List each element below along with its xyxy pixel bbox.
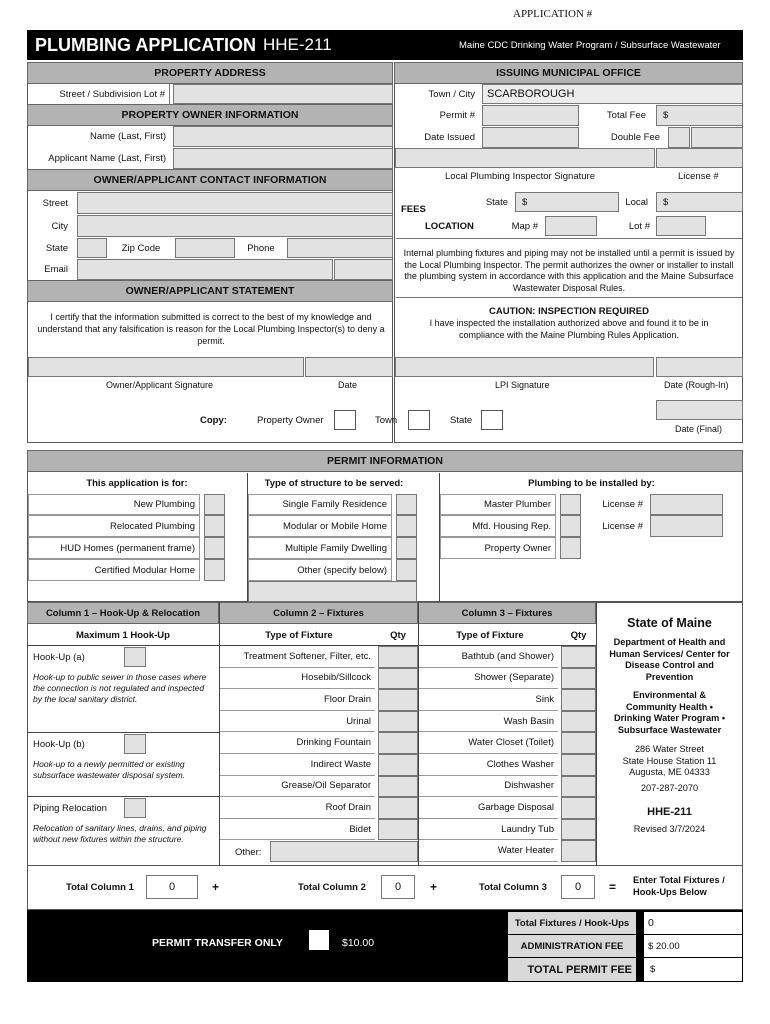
hookup-b-description: Hook-up to a newly permitted or existing subsurface wastewater disposal system. [33, 759, 186, 780]
zip-input[interactable] [175, 238, 235, 258]
lpi-signature-label: Local Plumbing Inspector Signature [445, 170, 595, 182]
col3-fixture-qty-input[interactable] [561, 754, 596, 776]
col2-header: Column 2 – Fixtures [219, 602, 418, 624]
other-fixture-input[interactable] [270, 841, 418, 862]
statement-text: I certify that the information submitted is correct to the best of my knowledge and understand that any falsification is reason for the Local Plumbing Inspector(s) to deny a permit. [37, 312, 385, 346]
issuing-office-header: ISSUING MUNICIPAL OFFICE [394, 62, 743, 84]
col3-fixture-qty-input[interactable] [561, 819, 596, 841]
other-fixture-label: Other: [235, 846, 262, 858]
divider [27, 732, 219, 733]
total-fee-input[interactable]: $ [656, 105, 743, 126]
owner-name-input[interactable] [173, 126, 393, 147]
email-label: Email [44, 264, 68, 275]
col3-type-header: Type of Fixture [456, 629, 524, 641]
copy-owner-label: Property Owner [257, 414, 324, 426]
fees-label: FEES [401, 203, 426, 215]
permit-notice: Internal plumbing fixtures and piping may not be installed until a permit is issued by the Local Plumbing Inspector. The permit authorizes the owner or installer to install the plumbing system in accordance with this application and the Maine Subsurface Wastewater Disposal Rules. [396, 238, 742, 298]
housing-rep-label: Mfd. Housing Rep. [440, 515, 556, 537]
col3-fixture-label: Dishwasher [419, 776, 558, 798]
location-label: LOCATION [425, 220, 474, 232]
new-plumbing-checkbox[interactable] [204, 494, 225, 515]
col3-fixture-label: Water Heater [419, 840, 558, 862]
col2-fixture-qty-input[interactable] [378, 754, 418, 776]
double-fee-checkbox[interactable] [668, 127, 690, 148]
address-line-3: Augusta, ME 04333 [629, 767, 710, 777]
state-fee-input[interactable]: $ [515, 192, 619, 212]
town-city-label: Town / City [428, 88, 475, 100]
phone-input[interactable] [287, 238, 393, 258]
col2-type-header: Type of Fixture [265, 629, 333, 641]
plus-sign-1: + [212, 880, 220, 894]
permit-number-input[interactable] [482, 105, 579, 126]
col2-fixture-label: Floor Drain [220, 689, 375, 711]
divider [27, 796, 219, 797]
multi-family-label: Multiple Family Dwelling [248, 537, 392, 559]
property-owner-checkbox[interactable] [560, 537, 581, 559]
state-form-code: HHE-211 [647, 806, 692, 818]
program-line-4: Subsurface Wastewater [617, 724, 722, 735]
phone-label: Phone [247, 242, 275, 254]
housing-rep-checkbox[interactable] [560, 515, 581, 537]
col3-fixture-qty-input[interactable] [561, 668, 596, 690]
other-structure-input[interactable] [248, 581, 417, 602]
col2-fixture-qty-input[interactable] [378, 668, 418, 690]
department-name: Department of Health and Human Services/ Center for Disease Control and Prevention [609, 637, 730, 682]
mobile-home-label: Modular or Mobile Home [248, 515, 392, 537]
col3-header: Column 3 – Fixtures [418, 602, 596, 624]
total-permit-fee-label: TOTAL PERMIT FEE [508, 958, 636, 981]
housing-license-label: License # [602, 520, 643, 532]
col2-fixture-label: Urinal [220, 711, 375, 733]
col3-fixture-qty-input[interactable] [561, 776, 596, 798]
street-label: Street [42, 197, 68, 209]
col3-qty-header: Qty [570, 629, 587, 641]
revised-date: Revised 3/7/2024 [633, 824, 706, 834]
date-issued-label: Date Issued [424, 132, 475, 143]
col1-subheader: Maximum 1 Hook-Up [76, 629, 170, 641]
col3-fixture-qty-input[interactable] [561, 711, 596, 733]
modular-home-checkbox[interactable] [204, 559, 225, 581]
email-extra-input[interactable] [334, 259, 393, 280]
total-col2-value[interactable]: 0 [381, 875, 415, 899]
col2-fixture-label: Roof Drain [220, 797, 375, 819]
copy-owner-checkbox[interactable] [334, 410, 356, 430]
col3-fixture-qty-input[interactable] [561, 840, 596, 862]
col2-fixture-label: Hosebib/Sillcock [220, 668, 375, 690]
hookup-a-description: Hook-up to public sewer in those cases where the connection is not regulated and inspected by the local sanitary district. [33, 672, 207, 704]
plus-sign-2: + [430, 880, 438, 894]
address-line-1: 286 Water Street [634, 744, 705, 754]
col2-fixture-qty-input[interactable] [378, 776, 418, 798]
housing-license-input[interactable] [650, 515, 723, 537]
col3-fixture-qty-input[interactable] [561, 689, 596, 711]
caution-text: I have inspected the installation authorized above and found it to be in compliance with the Maine Plumbing Rules Application. [429, 318, 709, 340]
local-fee-label: Local [625, 196, 648, 208]
lpi-signature-input[interactable] [395, 148, 655, 168]
owner-info-header: PROPERTY OWNER INFORMATION [27, 104, 393, 126]
total-fixtures-value[interactable]: 0 [644, 912, 742, 934]
total-col1-value[interactable]: 0 [146, 875, 198, 899]
program-line-3: Drinking Water Program • [613, 713, 726, 723]
owner-name-label: Name (Last, First) [89, 131, 166, 142]
contact-header: OWNER/APPLICANT CONTACT INFORMATION [27, 169, 393, 191]
hud-homes-checkbox[interactable] [204, 537, 225, 559]
col3-fixture-qty-input[interactable] [561, 646, 596, 668]
form-title: PLUMBING APPLICATION [35, 34, 256, 55]
col2-qty-header: Qty [390, 629, 406, 641]
state-title: State of Maine [627, 616, 712, 630]
total-permit-fee-value[interactable]: $ [644, 958, 742, 981]
rough-in-date-input[interactable] [656, 357, 743, 377]
col2-fixture-qty-input[interactable] [378, 646, 418, 668]
relocation-label: Piping Relocation [33, 802, 107, 814]
relocated-plumbing-checkbox[interactable] [204, 515, 225, 537]
street-input[interactable] [77, 192, 393, 214]
col3-fixture-label: Wash Basin [419, 711, 558, 733]
single-family-checkbox[interactable] [396, 494, 417, 515]
rough-in-date-label: Date (Rough-In) [664, 380, 729, 390]
owner-date-label: Date [338, 380, 358, 390]
city-input[interactable] [77, 215, 393, 237]
state-fee-label: State [485, 196, 508, 208]
hud-homes-label: HUD Homes (permanent frame) [28, 537, 200, 559]
structure-header: Type of structure to be served: [264, 477, 404, 489]
lpi-final-signature-label: LPI Signature [495, 380, 550, 390]
final-date-label: Date (Final) [675, 424, 723, 434]
total-col2-label: Total Column 2 [298, 881, 366, 893]
hookup-a-input[interactable] [124, 647, 146, 667]
master-license-input[interactable] [650, 494, 723, 515]
permit-number-label: Permit # [439, 110, 475, 121]
master-license-label: License # [602, 499, 643, 510]
form-code: HHE-211 [263, 35, 332, 54]
col3-fixture-qty-input[interactable] [561, 732, 596, 754]
relocated-plumbing-label: Relocated Plumbing [28, 515, 200, 537]
application-number-label: APPLICATION # [513, 8, 593, 20]
col2-fixture-qty-input[interactable] [378, 732, 418, 754]
owner-date-input[interactable] [305, 357, 393, 377]
copy-label: Copy: [200, 414, 227, 426]
hookup-b-input[interactable] [124, 734, 146, 754]
total-col3-label: Total Column 3 [479, 881, 547, 893]
hookup-a-label: Hook-Up (a) [33, 651, 85, 663]
address-line-2: State House Station 11 [622, 755, 717, 766]
street-lot-input[interactable] [173, 84, 393, 104]
admin-fee-value: $ 20.00 [644, 935, 742, 957]
total-fixtures-label: Total Fixtures / Hook-Ups [508, 912, 636, 934]
col2-fixture-label: Indirect Waste [220, 754, 375, 776]
col2-fixture-qty-input[interactable] [378, 711, 418, 733]
total-col3-value[interactable]: 0 [561, 875, 595, 899]
master-plumber-label: Master Plumber [440, 494, 556, 515]
col2-fixture-qty-input[interactable] [378, 689, 418, 711]
total-col1-label: Total Column 1 [66, 881, 134, 893]
app-for-header: This application is for: [86, 477, 188, 489]
col3-fixture-label: Shower (Separate) [419, 668, 558, 690]
lot-input[interactable] [656, 216, 706, 236]
program-line-1: Environmental & [632, 690, 706, 700]
state-input[interactable] [77, 238, 107, 258]
relocation-input[interactable] [124, 798, 146, 818]
map-label: Map # [511, 220, 538, 232]
col2-fixture-label: Treatment Softener, Filter, etc. [220, 646, 375, 668]
enter-totals-note: Enter Total Fixtures / Hook-Ups Below [633, 875, 725, 897]
installer-header: Plumbing to be installed by: [528, 477, 655, 489]
lpi-license-input[interactable] [656, 148, 743, 168]
col2-fixture-label: Drinking Fountain [220, 732, 375, 754]
double-fee-label: Double Fee [610, 132, 660, 143]
master-plumber-checkbox[interactable] [560, 494, 581, 515]
applicant-name-label: Applicant Name (Last, First) [48, 153, 166, 164]
local-fee-input[interactable]: $ [656, 192, 743, 212]
lpi-final-signature-input[interactable] [395, 357, 654, 377]
owner-signature-input[interactable] [28, 357, 304, 377]
multi-family-checkbox[interactable] [396, 537, 417, 559]
col2-fixture-qty-input[interactable] [378, 797, 418, 819]
col3-fixture-qty-input[interactable] [561, 797, 596, 819]
total-fee-label: Total Fee [606, 110, 646, 121]
double-fee-input[interactable] [691, 127, 743, 148]
relocation-description: Relocation of sanitary lines, drains, and piping without new fixtures within the structure. [33, 823, 207, 844]
title-bar [27, 30, 743, 60]
mobile-home-checkbox[interactable] [396, 515, 417, 537]
zip-label: Zip Code [121, 242, 161, 254]
state-label: State [45, 242, 68, 254]
col3-fixture-label: Garbage Disposal [419, 797, 558, 819]
caution-title: CAUTION: INSPECTION REQUIRED [489, 305, 649, 317]
city-label: City [51, 220, 68, 232]
equals-sign: = [609, 880, 617, 894]
applicant-name-input[interactable] [173, 148, 393, 169]
col3-fixture-label: Sink [419, 689, 558, 711]
lpi-license-label: License # [678, 170, 719, 182]
agency-name: Maine CDC Drinking Water Program / Subsurface Wastewater [459, 39, 721, 51]
final-date-input[interactable] [656, 400, 743, 420]
program-line-2: Community Health • [626, 701, 713, 712]
permit-transfer-fee: $10.00 [342, 937, 375, 949]
col3-fixture-label: Clothes Washer [419, 754, 558, 776]
admin-fee-label: ADMINISTRATION FEE [508, 935, 636, 957]
new-plumbing-label: New Plumbing [28, 494, 200, 515]
lot-label: Lot # [628, 220, 650, 232]
owner-signature-label: Owner/Applicant Signature [106, 380, 214, 390]
map-input[interactable] [545, 216, 597, 236]
property-owner-label: Property Owner [440, 537, 556, 559]
other-structure-checkbox[interactable] [396, 559, 417, 581]
town-city-value[interactable]: SCARBOROUGH [482, 84, 743, 104]
copy-state-label: State [450, 414, 473, 426]
state-phone: 207-287-2070 [640, 782, 699, 793]
col3-fixture-label: Water Closet (Toilet) [419, 732, 558, 754]
email-input[interactable] [77, 259, 333, 280]
permit-transfer-checkbox[interactable] [309, 930, 329, 950]
street-lot-label: Street / Subdivision Lot # [28, 84, 170, 104]
col2-fixture-label: Grease/Oil Separator [220, 776, 375, 798]
copy-town-label: Town [375, 414, 398, 426]
statement-header: OWNER/APPLICANT STATEMENT [27, 280, 393, 302]
col3-fixture-label: Bathtub (and Shower) [419, 646, 558, 668]
col1-header: Column 1 – Hook-Up & Relocation [27, 602, 219, 624]
property-address-header: PROPERTY ADDRESS [27, 62, 393, 84]
permit-transfer-label: PERMIT TRANSFER ONLY [152, 937, 283, 949]
hookup-b-label: Hook-Up (b) [33, 738, 85, 750]
state-info-box [597, 603, 742, 865]
permit-info-header: PERMIT INFORMATION [27, 450, 743, 472]
single-family-label: Single Family Residence [248, 494, 392, 515]
col3-fixture-label: Laundry Tub [419, 819, 558, 841]
col2-fixture-qty-input[interactable] [378, 819, 418, 841]
other-structure-label: Other (specify below) [248, 559, 392, 581]
col2-fixture-label: Bidet [220, 819, 375, 841]
modular-home-label: Certified Modular Home [28, 559, 200, 581]
date-issued-input[interactable] [482, 127, 579, 148]
